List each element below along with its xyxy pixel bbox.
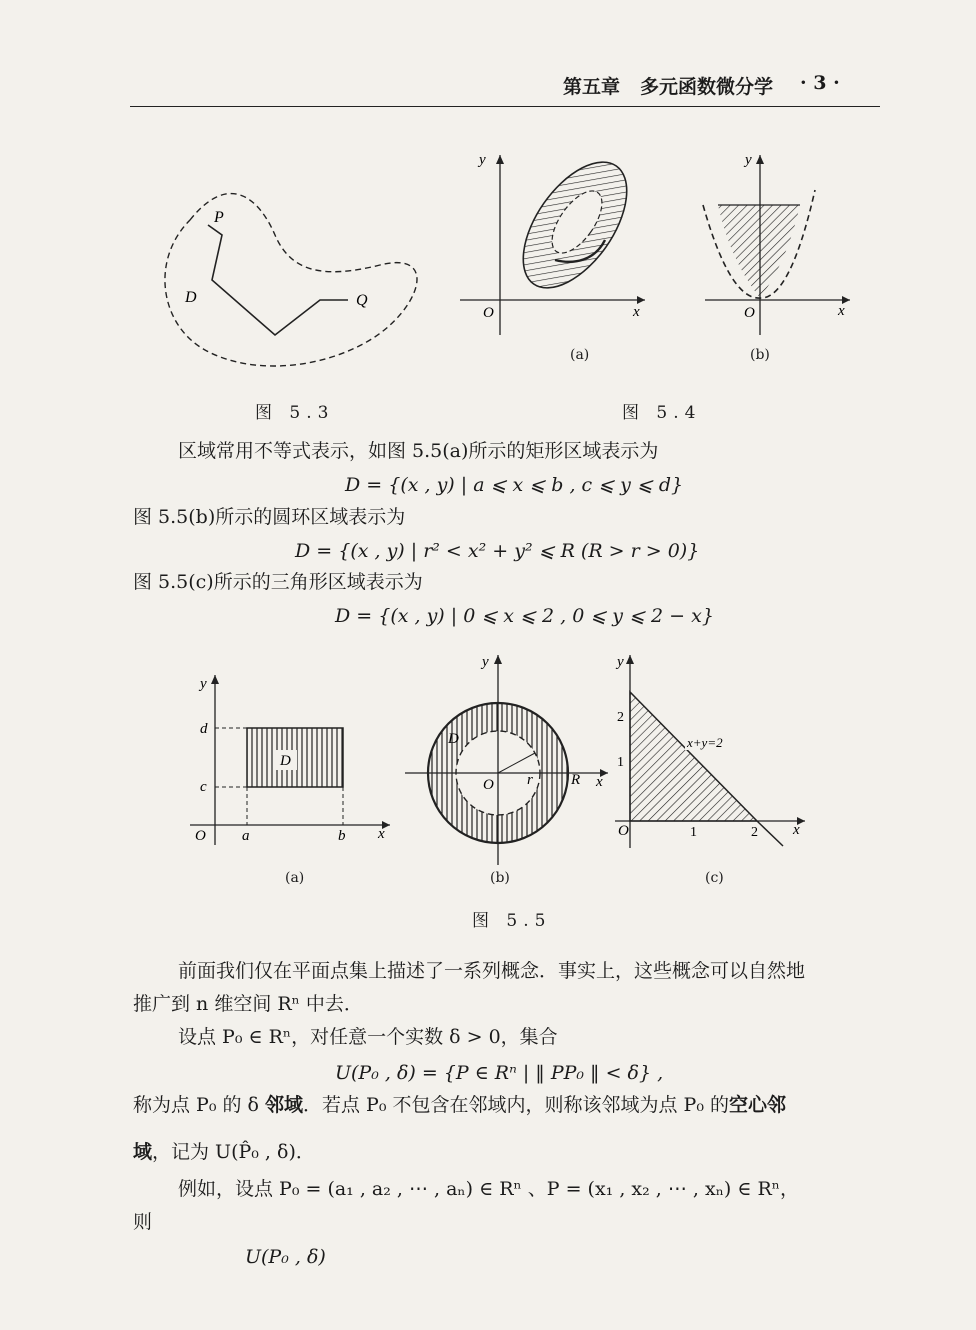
- svg-text:c: c: [200, 779, 207, 795]
- figure-5-5c: [615, 650, 815, 850]
- svg-text:x: x: [838, 303, 845, 319]
- text-paragraph-1b: 推广到 n 维空间 Rⁿ 中去．: [133, 993, 363, 1015]
- svg-text:r: r: [527, 772, 533, 788]
- svg-text:y: y: [200, 676, 207, 692]
- text-paragraph-2: 设点 P₀ ∈ Rⁿ，对任意一个实数 δ > 0，集合: [178, 1026, 558, 1048]
- text-annulus: 图 5.5(b)所示的圆环区域表示为: [133, 506, 406, 528]
- svg-text:1: 1: [617, 755, 624, 770]
- svg-text:D: D: [448, 731, 459, 747]
- label-q: Q: [356, 292, 368, 309]
- svg-text:x: x: [793, 822, 800, 838]
- text-paragraph-4b: 则: [133, 1211, 153, 1233]
- caption-fig-5-5b: (b): [490, 870, 510, 886]
- header-rule: [130, 106, 880, 107]
- svg-text:x: x: [633, 304, 640, 320]
- text-paragraph-3a: 称为点 P₀ 的 δ 邻域．若点 P₀ 不包含在邻域内，则称该邻域为点 P₀ 的空心邻: [133, 1094, 786, 1116]
- svg-text:R: R: [571, 772, 581, 788]
- svg-text:O: O: [483, 777, 494, 793]
- figure-5-4a: [455, 150, 655, 340]
- svg-text:y: y: [617, 654, 624, 670]
- equation-rectangle: D = {(x , y) | a ⩽ x ⩽ b , c ⩽ y ⩽ d}: [345, 474, 684, 496]
- text-triangle: 图 5.5(c)所示的三角形区域表示为: [133, 571, 423, 593]
- equation-neighborhood-2: U(P₀ , δ): [245, 1246, 326, 1268]
- svg-text:x+y=2: x+y=2: [687, 735, 723, 750]
- label-p: P: [214, 209, 224, 226]
- caption-fig-5-4a: (a): [570, 347, 590, 363]
- text-paragraph-3b: 域，记为 U(P̂₀ , δ)．: [133, 1141, 315, 1163]
- equation-neighborhood: U(P₀ , δ) = {P ∈ Rⁿ | ‖ PP₀ ‖ < δ} ,: [335, 1062, 664, 1084]
- svg-text:x: x: [596, 774, 603, 790]
- figure-5-3: [150, 180, 430, 380]
- triangle-region: [630, 692, 757, 821]
- region-dashed-boundary: [165, 194, 417, 366]
- svg-text:y: y: [745, 152, 752, 168]
- text-paragraph-4: 例如，设点 P₀ = (a₁ , a₂ , ⋯ , aₙ) ∈ Rⁿ 、P = (x₁ , x₂ , ⋯ , xₙ) ∈ Rⁿ，: [178, 1178, 799, 1200]
- figure-5-5a: [180, 670, 395, 850]
- label-d: D: [185, 289, 197, 306]
- svg-text:x: x: [378, 826, 385, 842]
- svg-text:y: y: [482, 654, 489, 670]
- caption-fig-5-5: 图 5.5: [472, 911, 552, 931]
- svg-text:2: 2: [617, 710, 624, 725]
- caption-fig-5-4: 图 5.4: [622, 403, 702, 423]
- svg-text:O: O: [618, 823, 629, 839]
- svg-text:a: a: [242, 828, 250, 844]
- caption-fig-5-4b: (b): [750, 347, 770, 363]
- parabola-region: [718, 205, 800, 298]
- chapter-label: 第五章: [563, 76, 621, 98]
- caption-fig-5-5a: (a): [285, 870, 305, 886]
- svg-text:O: O: [744, 305, 755, 321]
- svg-text:1: 1: [690, 825, 697, 840]
- figure-5-5b: [400, 650, 615, 870]
- y-arrow: [496, 155, 504, 164]
- chapter-title: 多元函数微分学: [640, 76, 774, 98]
- text-paragraph-1a: 前面我们仅在平面点集上描述了一系列概念．事实上，这些概念可以自然地: [178, 960, 806, 982]
- svg-text:D: D: [280, 753, 291, 769]
- svg-text:d: d: [200, 721, 208, 737]
- svg-text:y: y: [479, 152, 486, 168]
- svg-text:b: b: [338, 828, 346, 844]
- caption-fig-5-3: 图 5.3: [255, 403, 335, 423]
- page-number: · 3 ·: [800, 72, 840, 94]
- equation-annulus: D = {(x , y) | r² < x² + y² ⩽ R (R > r > 0)}: [295, 540, 700, 562]
- text-intro: 区域常用不等式表示，如图 5.5(a)所示的矩形区域表示为: [178, 440, 659, 462]
- svg-text:2: 2: [751, 825, 758, 840]
- svg-text:O: O: [483, 305, 494, 321]
- svg-text:O: O: [195, 828, 206, 844]
- x-arrow: [637, 296, 645, 304]
- equation-triangle: D = {(x , y) | 0 ⩽ x ⩽ 2 , 0 ⩽ y ⩽ 2 − x}: [335, 605, 714, 627]
- figure-5-4b: [700, 150, 860, 340]
- caption-fig-5-5c: (c): [705, 870, 724, 886]
